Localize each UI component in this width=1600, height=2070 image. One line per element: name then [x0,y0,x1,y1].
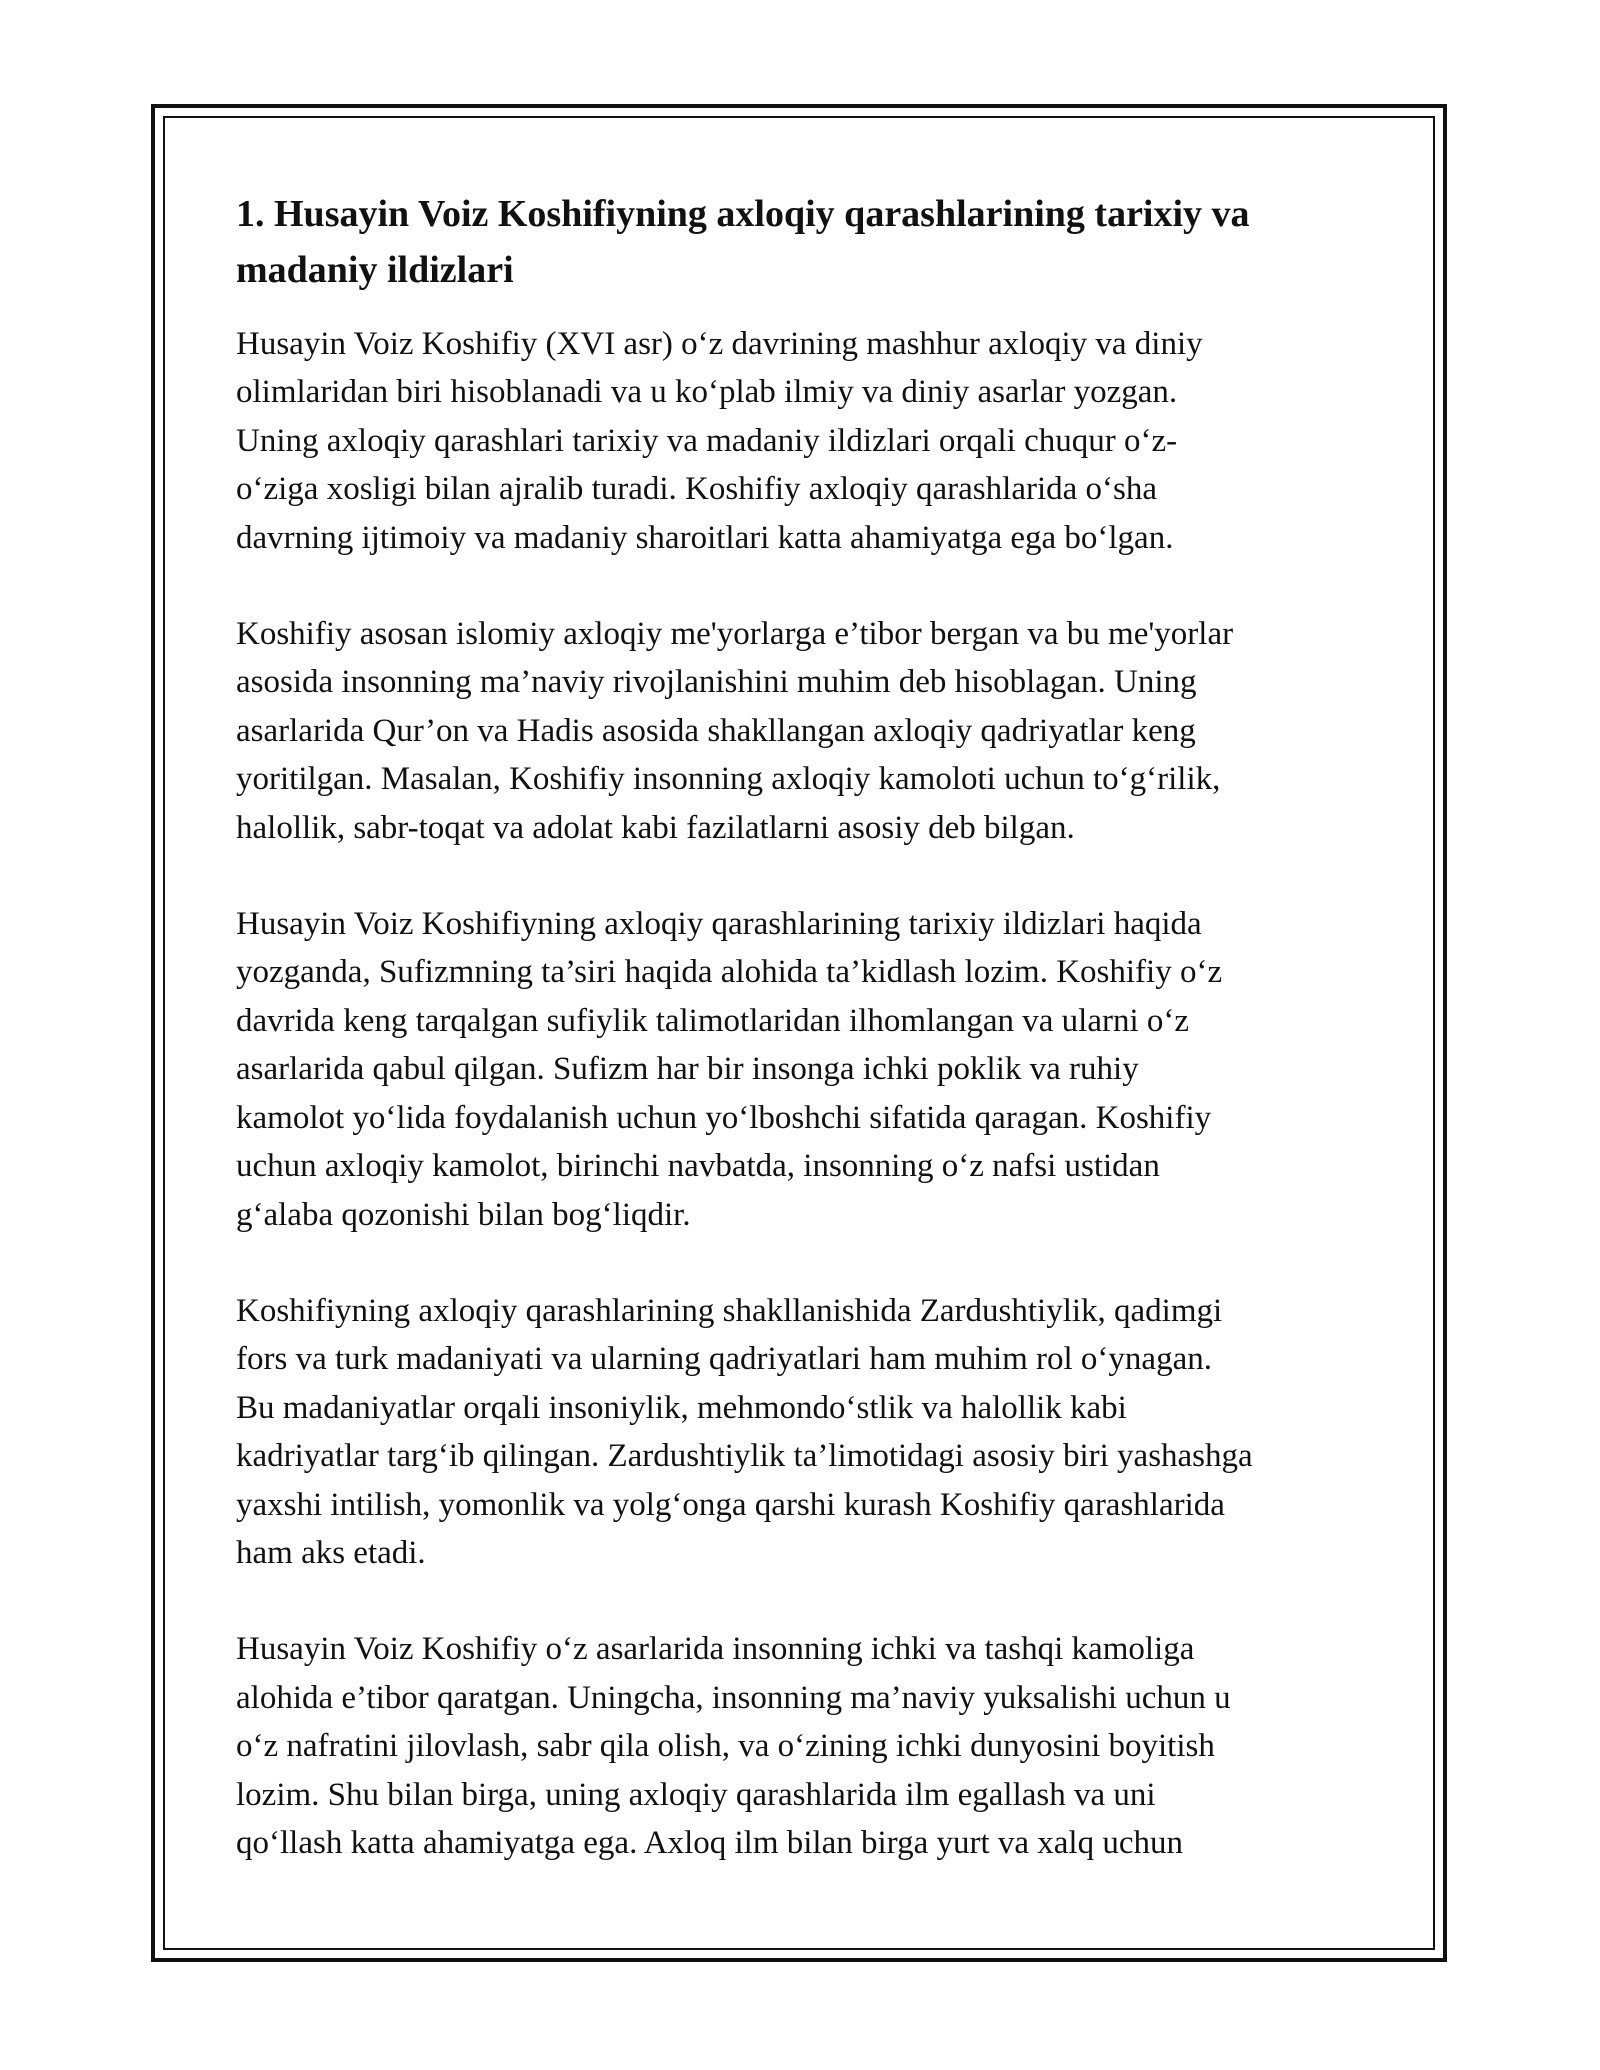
text-line: Bu madaniyatlar orqali insoniylik, mehmondoʻstlik va halollik kabi [236,1389,1127,1426]
text-line: lozim. Shu bilan birga, uning axloqiy qarashlarida ilm egallash va uni [236,1776,1156,1813]
text-line: Husayin Voiz Koshifiy oʻz asarlarida insonning ichki va tashqi kamoliga [236,1631,1195,1668]
text-line: yoritilgan. Masalan, Koshifiy insonning axloqiy kamoloti uchun toʻgʻrilik, [236,761,1221,798]
text-line: olimlaridan biri hisoblanadi va u koʻplab ilmiy va diniy asarlar yozgan. [236,374,1178,411]
paragraph-5 [236,1625,1376,1867]
paragraph-3 [236,900,1376,1239]
paragraph-1 [236,320,1376,562]
text-line: asarlarida qabul qilgan. Sufizm har bir insonga ichki poklik va ruhiy [236,1051,1139,1088]
text-line: Koshifiyning axloqiy qarashlarining shakllanishida Zardushtiylik, qadimgi [236,1292,1223,1329]
text-line: ham aks etadi. [236,1534,426,1571]
text-line: Uning axloqiy qarashlari tarixiy va madaniy ildizlari orqali chuqur oʻz- [236,422,1178,459]
text-line: uchun axloqiy kamolot, birinchi navbatda, insonning oʻz nafsi ustidan [236,1148,1160,1185]
paragraph-2 [236,610,1376,852]
text-line: davrning ijtimoiy va madaniy sharoitlari katta ahamiyatga ega boʻlgan. [236,519,1174,556]
text-line: kamolot yoʻlida foydalanish uchun yoʻlboshchi sifatida qaragan. Koshifiy [236,1099,1212,1136]
text-line: davrida keng tarqalgan sufiylik talimotlaridan ilhomlangan va ularni oʻz [236,1002,1190,1039]
text-line: Koshifiy asosan islomiy axloqiy me'yorlarga e’tibor bergan va bu me'yorlar [236,616,1234,653]
text-line: alohida e’tibor qaratgan. Uningcha, insonning ma’naviy yuksalishi uchun u [236,1679,1231,1716]
text-line: Husayin Voiz Koshifiyning axloqiy qarashlarining tarixiy ildizlari haqida [236,906,1202,943]
text-line: kadriyatlar targʻib qilingan. Zardushtiylik ta’limotidagi asosiy biri yashashga [236,1438,1253,1475]
heading-line: 1. Husayin Voiz Koshifiyning axloqiy qarashlarining tarixiy va [236,193,1250,235]
heading-line: madaniy ildizlari [236,249,514,291]
text-line: yozganda, Sufizmning ta’siri haqida alohida ta’kidlash lozim. Koshifiy oʻz [236,954,1223,991]
text-line: yaxshi intilish, yomonlik va yolgʻonga qarshi kurash Koshifiy qarashlarida [236,1486,1225,1523]
text-line: asosida insonning ma’naviy rivojlanishini muhim deb hisoblagan. Uning [236,664,1197,701]
document-content [236,186,1376,1915]
text-line: asarlarida Qur’on va Hadis asosida shakllangan axloqiy qadriyatlar keng [236,712,1196,749]
paragraph-4 [236,1287,1376,1577]
text-line: oʻz nafratini jilovlash, sabr qila olish, va oʻzining ichki dunyosini boyitish [236,1728,1215,1765]
text-line: fors va turk madaniyati va ularning qadriyatlari ham muhim rol oʻynagan. [236,1341,1212,1378]
text-line: gʻalaba qozonishi bilan bogʻliqdir. [236,1196,691,1233]
text-line: oʻziga xosligi bilan ajralib turadi. Koshifiy axloqiy qarashlarida oʻsha [236,471,1158,508]
text-line: halollik, sabr-toqat va adolat kabi fazilatlarni asosiy deb bilgan. [236,809,1075,846]
text-line: qoʻllash katta ahamiyatga ega. Axloq ilm bilan birga yurt va xalq uchun [236,1824,1183,1861]
text-line: Husayin Voiz Koshifiy (XVI asr) oʻz davrining mashhur axloqiy va diniy [236,326,1203,362]
section-heading [236,186,1376,298]
